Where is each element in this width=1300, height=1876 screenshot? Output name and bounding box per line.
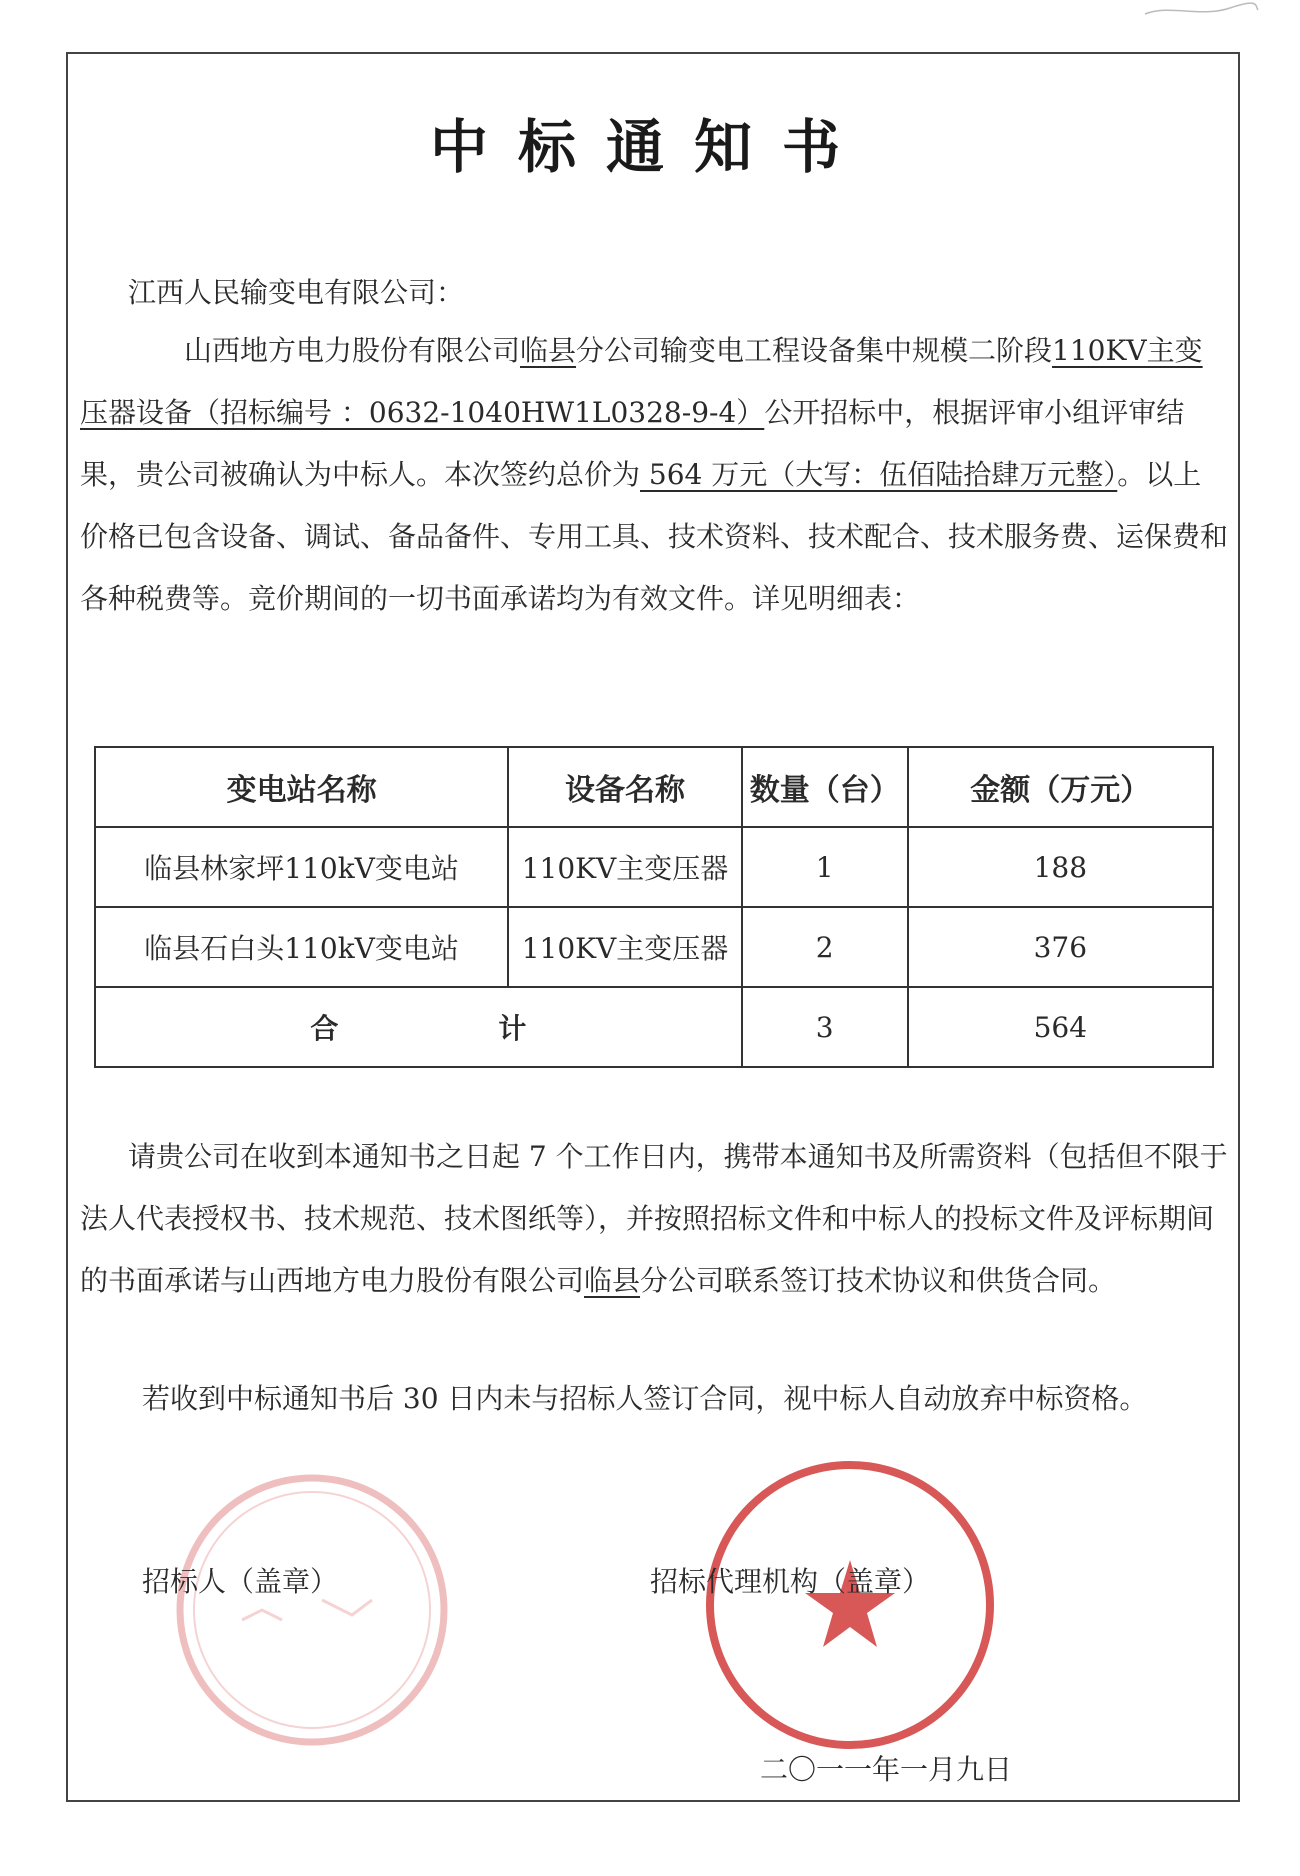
corner-scribble: [1140, 0, 1260, 20]
header-substation: 变电站名称: [95, 747, 508, 827]
header-amount: 金额（万元）: [908, 747, 1213, 827]
paragraph-forfeit: 若收到中标通知书后 30 日内未与招标人签订合同，视中标人自动放弃中标资格。: [142, 1382, 1148, 1415]
cell-total-quantity: 3: [742, 987, 908, 1067]
para1-underline-tender: 110KV主变压器设备（招标编号 ：0632-1040HW1L0328-9-4）: [80, 334, 1203, 429]
table-row: [95, 827, 1213, 907]
table-total-row: [95, 987, 1213, 1067]
table-header-row: [95, 747, 1213, 827]
para1-underline-county: 临县: [520, 334, 577, 367]
para1-text-1: 山西地方电力股份有限公司: [184, 334, 521, 367]
cell-total-label: [95, 987, 742, 1067]
tenderer-seal-faded: [172, 1470, 452, 1750]
cell-quantity: 1: [742, 827, 908, 907]
cell-amount: 188: [908, 827, 1213, 907]
header-quantity: 数量（台）: [742, 747, 908, 827]
agency-seal: [700, 1455, 1000, 1755]
table-row: [95, 907, 1213, 987]
para1-text-2: 分公司输变电工程设备集中规模二阶段: [576, 334, 1053, 367]
signature-tenderer: 招标人（盖章）: [142, 1565, 339, 1598]
para1-text-3: 公开招标中，根据评审小组评审结果，贵公司被确认为中标人。本次签约总价为: [80, 396, 1185, 491]
cell-equipment: 110KV主变压器: [508, 827, 742, 907]
header-equipment: 设备名称: [508, 747, 742, 827]
document-title: 中标通知书: [429, 113, 870, 181]
cell-quantity: 2: [742, 907, 908, 987]
para1-text-4: 。以上价格已包含设备、调试、备品备件、专用工具、技术资料、技术配合、技术服务费、运保费和各种税费等。竞价期间的一切书面承诺均为有效文件。详见明细表：: [80, 458, 1229, 615]
total-label-2: 计: [498, 1012, 527, 1045]
cell-substation: 临县林家坪110kV变电站: [95, 827, 508, 907]
para2-underline-county: 临县: [584, 1264, 641, 1297]
total-label-1: 合: [310, 1012, 339, 1045]
para2-text-2: 分公司联系签订技术协议和供货合同。: [640, 1264, 1117, 1297]
cell-equipment: 110KV主变压器: [508, 907, 742, 987]
para2-text-1: 请贵公司在收到本通知书之日起 7 个工作日内，携带本通知书及所需资料（包括但不限于法人代表授权书、技术规范、技术图纸等），并按照招标文件和中标人的投标文件及评标期间的书面承诺与山西地方电力股份有限公司: [80, 1140, 1228, 1297]
issue-date: 二〇一一年一月九日: [760, 1753, 1013, 1786]
cell-substation: 临县石白头110kV变电站: [95, 907, 508, 987]
paragraph-instructions: [80, 1126, 1228, 1312]
addressee: 江西人民输变电有限公司：: [128, 276, 465, 309]
signature-agency: 招标代理机构（盖章）: [650, 1565, 931, 1598]
award-detail-table: [94, 746, 1214, 1068]
para1-underline-price: 564 万元（大写：伍佰陆拾肆万元整）: [640, 458, 1118, 491]
cell-total-amount: 564: [908, 987, 1213, 1067]
cell-amount: 376: [908, 907, 1213, 987]
paragraph-award: [80, 320, 1228, 630]
